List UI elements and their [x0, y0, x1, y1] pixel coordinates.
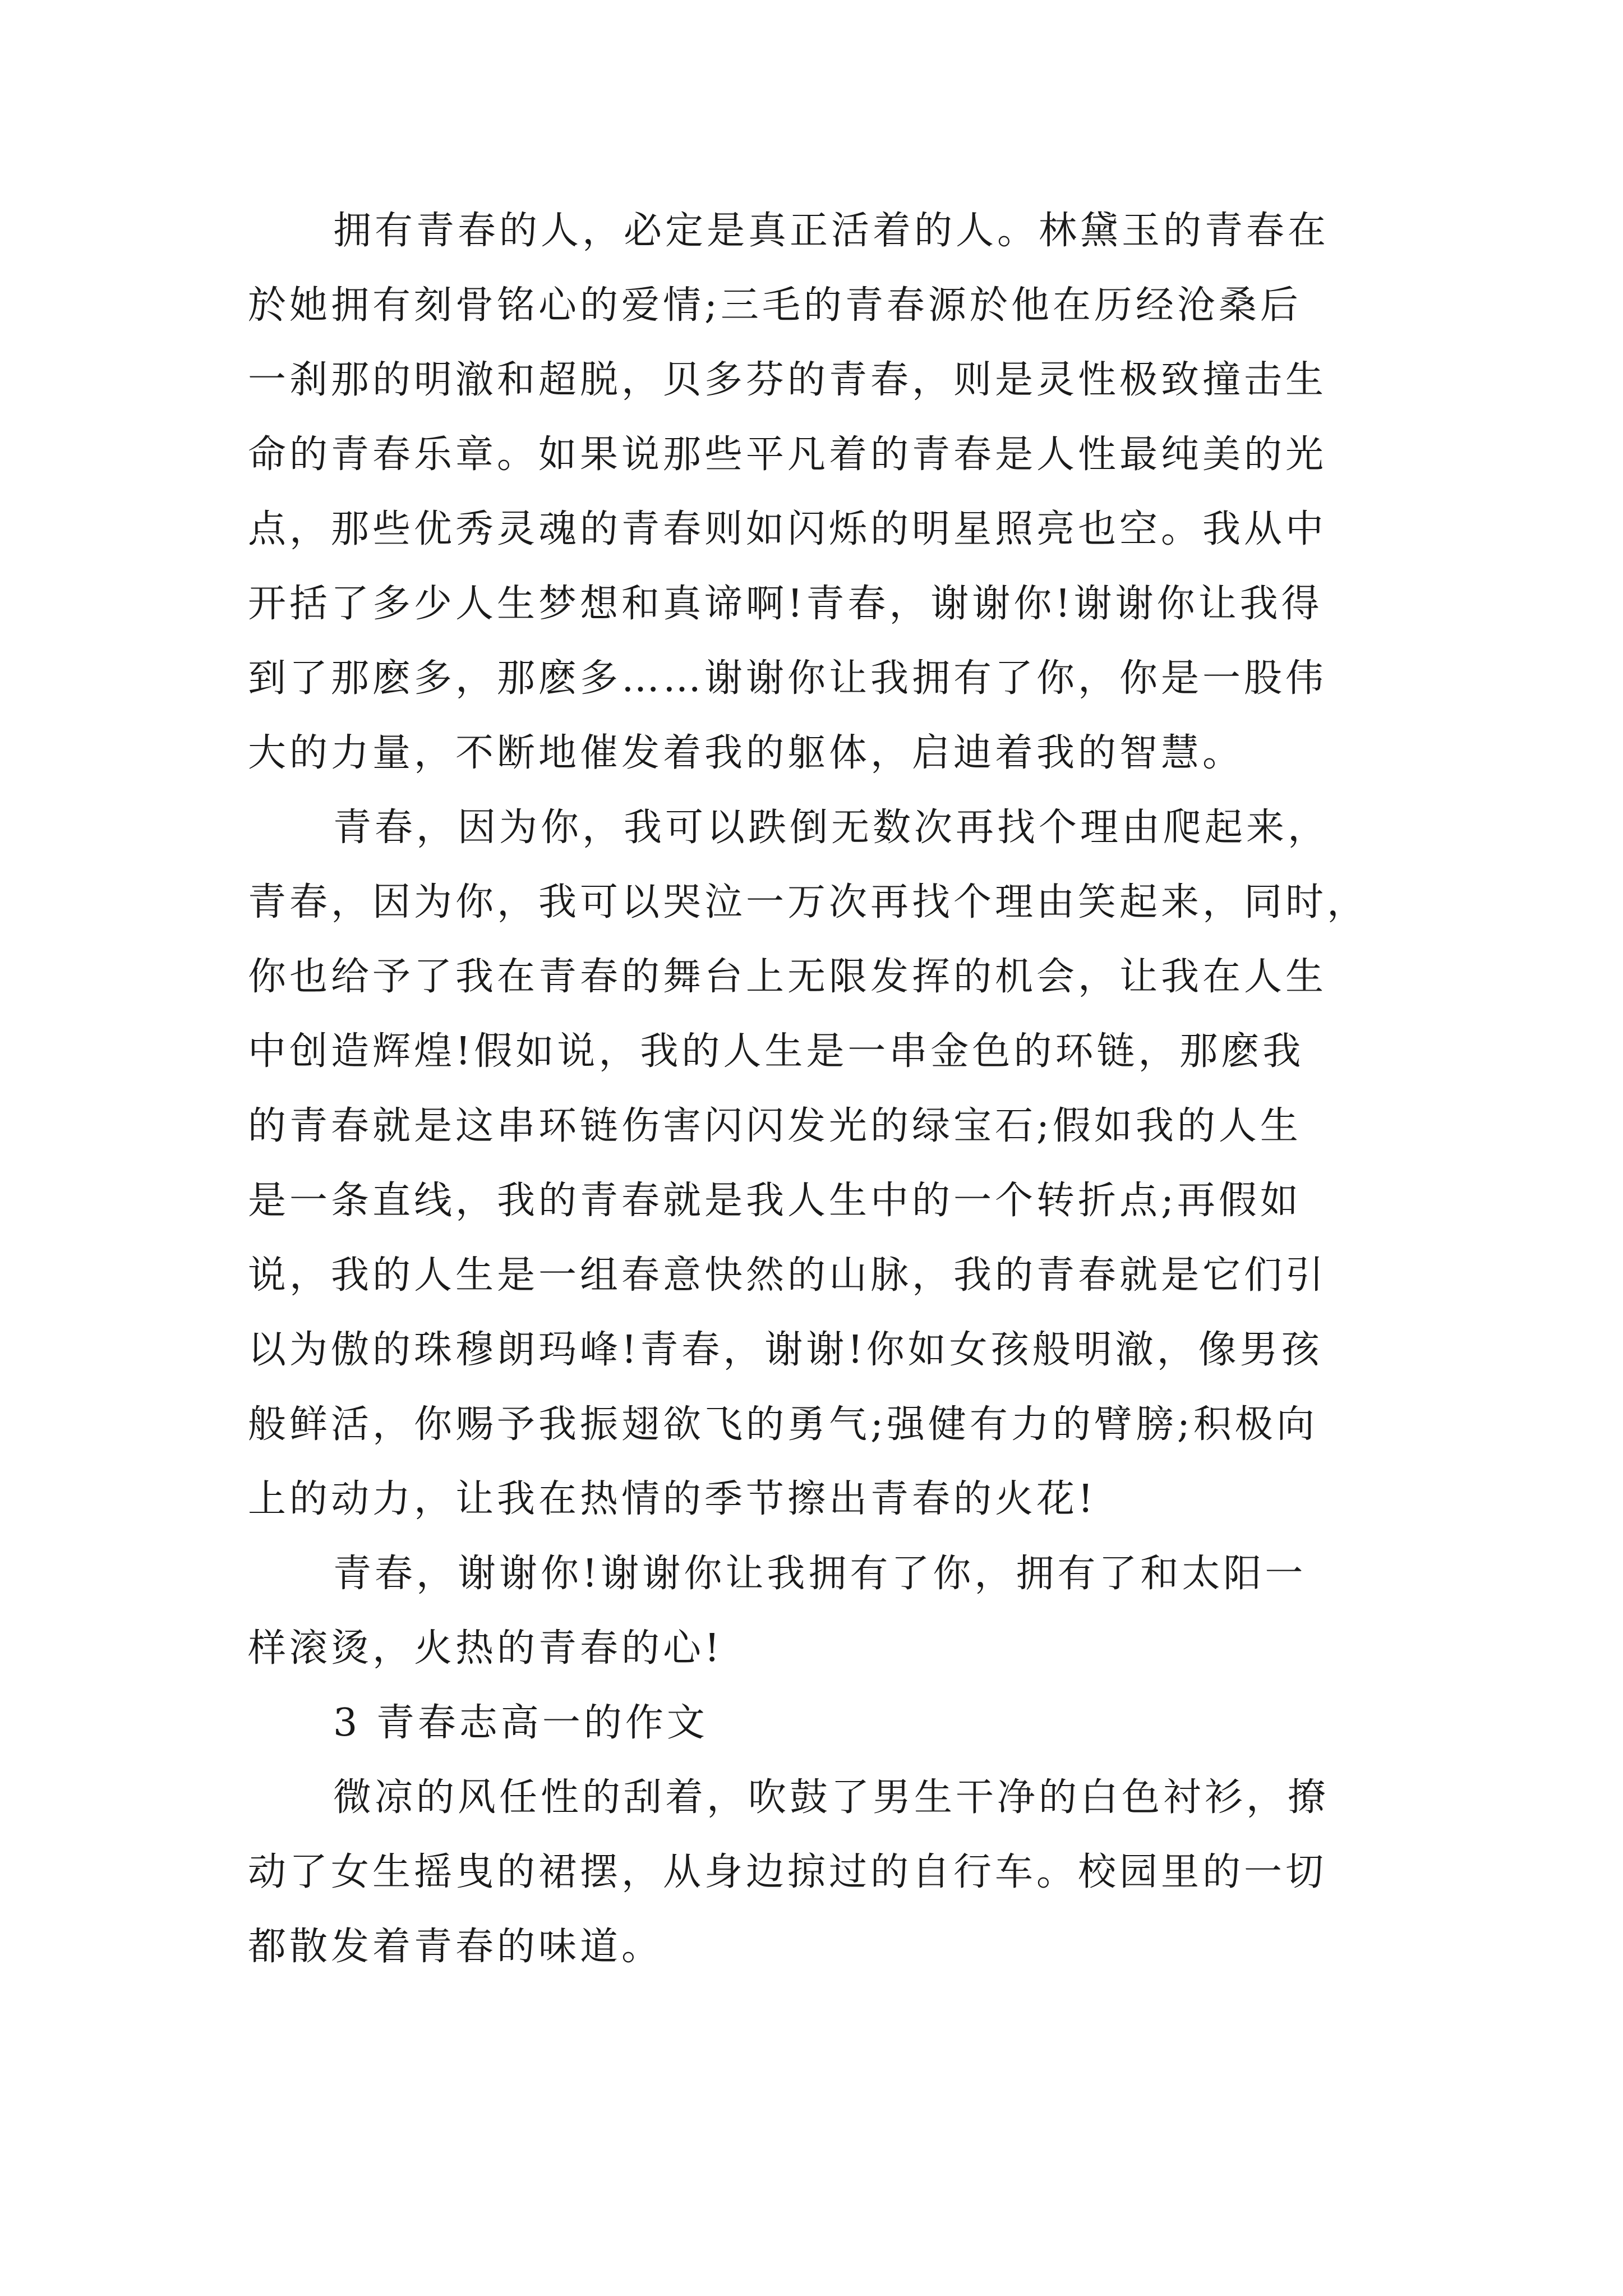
paragraph-line: 青春，谢谢你!谢谢你让我拥有了你，拥有了和太阳一	[333, 1552, 1307, 1596]
paragraph-line: 拥有青春的人，必定是真正活着的人。林黛玉的青春在	[333, 209, 1330, 253]
paragraph-line: 点，那些优秀灵魂的青春则如闪烁的明星照亮也空。我从中	[248, 507, 1327, 551]
paragraph-line: 说，我的人生是一组春意快然的山脉，我的青春就是它们引	[248, 1253, 1327, 1297]
paragraph-line: 到了那麽多，那麽多……谢谢你让我拥有了你，你是一股伟	[248, 656, 1327, 701]
paragraph-line: 青春，因为你，我可以跌倒无数次再找个理由爬起来，	[333, 806, 1330, 850]
paragraph-line: 一刹那的明澈和超脱，贝多芬的青春，则是灵性极致撞击生	[248, 358, 1327, 402]
document-body	[248, 194, 1392, 1984]
paragraph-line: 微凉的风任性的刮着，吹鼓了男生干净的白色衬衫，撩	[333, 1775, 1330, 1820]
paragraph-line: 的青春就是这串环链伤害闪闪发光的绿宝石;假如我的人生	[248, 1104, 1302, 1148]
paragraph-line: 青春，因为你，我可以哭泣一万次再找个理由笑起来，同时，	[248, 880, 1369, 924]
paragraph-line: 上的动力，让我在热情的季节擦出青春的火花!	[248, 1477, 1097, 1521]
paragraph-line: 都散发着青春的味道。	[248, 1925, 663, 1969]
paragraph-line: 中创造辉煌!假如说，我的人生是一串金色的环链，那麽我	[248, 1029, 1304, 1074]
paragraph-line: 般鲜活，你赐予我振翅欲飞的勇气;强健有力的臂膀;积极向	[248, 1402, 1318, 1447]
paragraph-line: 以为傲的珠穆朗玛峰!青春，谢谢!你如女孩般明澈，像男孩	[248, 1328, 1323, 1372]
paragraph-line: 大的力量，不断地催发着我的躯体，启迪着我的智慧。	[248, 731, 1244, 775]
paragraph-line: 於她拥有刻骨铭心的爱情;三毛的青春源於他在历经沧桑后	[248, 283, 1302, 328]
paragraph-line: 命的青春乐章。如果说那些平凡着的青春是人性最纯美的光	[248, 432, 1327, 477]
paragraph-line: 开括了多少人生梦想和真谛啊!青春，谢谢你!谢谢你让我得	[248, 582, 1323, 626]
paragraph-line: 你也给予了我在青春的舞台上无限发挥的机会，让我在人生	[248, 955, 1327, 999]
paragraph-line: 样滚烫，火热的青春的心!	[248, 1626, 723, 1671]
paragraph-line: 动了女生摇曳的裙摆，从身边掠过的自行车。校园里的一切	[248, 1850, 1327, 1894]
section-heading: 3 青春志高一的作文	[333, 1701, 708, 1745]
paragraph-line: 是一条直线，我的青春就是我人生中的一个转折点;再假如	[248, 1179, 1302, 1223]
